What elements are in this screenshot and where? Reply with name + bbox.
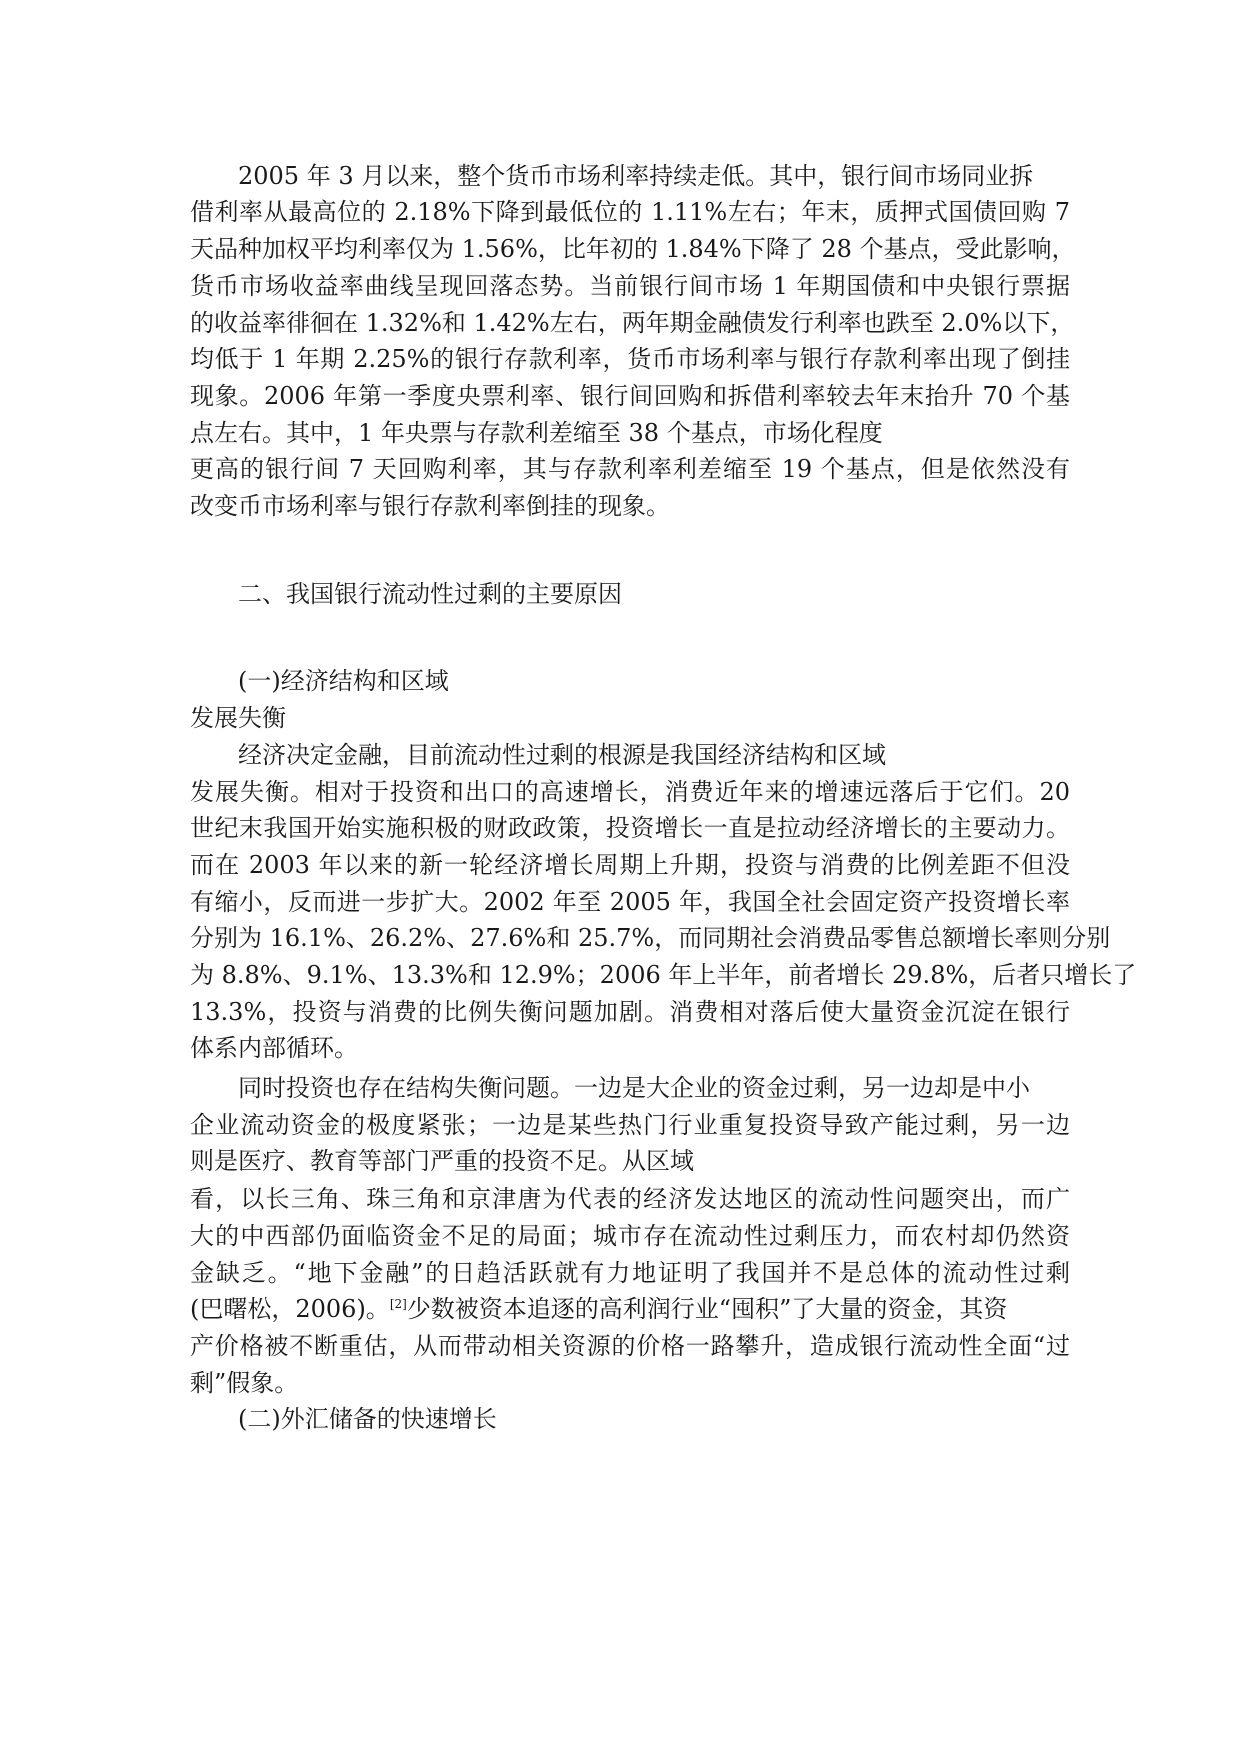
paragraph-3-line-8: 产价格被不断重估，从而带动相关资源的价格一路攀升，造成银行流动性全面“过 xyxy=(190,1332,1070,1360)
paragraph-3-line-4: 看，以长三角、珠三角和京津唐为代表的经济发达地区的流动性问题突出，而广 xyxy=(190,1185,1070,1213)
subheading-1-part-1: (一)经济结构和区域 xyxy=(238,667,449,695)
paragraph-2-line-8: 13.3%，投资与消费的比例失衡问题加剧。消费相对落后使大量资金沉淀在银行 xyxy=(190,998,1070,1026)
citation-reference: [2] xyxy=(389,1297,407,1311)
paragraph-2-line-7: 为 8.8%、9.1%、13.3%和 12.9%；2006 年上半年，前者增长 29.8%，后者只增长了 xyxy=(190,961,1137,989)
subheading-2: (二)外汇储备的快速增长 xyxy=(238,1405,497,1433)
paragraph-1-line-9: 更高的银行间 7 天回购利率，其与存款利率利差缩至 19 个基点，但是依然没有 xyxy=(190,455,1070,483)
paragraph-1-line-5: 的收益率徘徊在 1.32%和 1.42%左右，两年期金融债发行利率也跌至 2.0%以下， xyxy=(190,309,1075,337)
paragraph-3-line-5: 大的中西部仍面临资金不足的局面；城市存在流动性过剩压力，而农村却仍然资 xyxy=(190,1222,1070,1250)
paragraph-1-line-6: 均低于 1 年期 2.25%的银行存款利率，货币市场利率与银行存款利率出现了倒挂 xyxy=(190,345,1070,373)
paragraph-3-line-7-rest: 少数被资本追逐的高利润行业“囤积”了大量的资金，其资 xyxy=(406,1295,1008,1323)
paragraph-1-line-2: 借利率从最高位的 2.18%下降到最低位的 1.11%左右；年末，质押式国债回购 7 xyxy=(190,198,1070,226)
paragraph-1-line-3: 天品种加权平均利率仅为 1.56%，比年初的 1.84%下降了 28 个基点，受此影响， xyxy=(190,235,1076,263)
paragraph-2-line-3: 世纪末我国开始实施积极的财政政策，投资增长一直是拉动经济增长的主要动力。 xyxy=(190,814,1070,842)
paragraph-2-line-2: 发展失衡。相对于投资和出口的高速增长，消费近年来的增速远落后于它们。20 xyxy=(190,778,1070,806)
paragraph-2-line-6: 分别为 16.1%、26.2%、27.6%和 25.7%，而同期社会消费品零售总额增长率则分别 xyxy=(190,924,1111,952)
paragraph-1-line-10: 改变币市场利率与银行存款利率倒挂的现象。 xyxy=(190,492,670,520)
paragraph-1-line-1: 2005 年 3 月以来，整个货币市场利率持续走低。其中，银行间市场同业拆 xyxy=(238,162,1034,190)
paragraph-3-line-2: 企业流动资金的极度紧张；一边是某些热门行业重复投资导致产能过剩，另一边 xyxy=(190,1111,1070,1139)
paragraph-1-line-8: 点左右。其中，1 年央票与存款利差缩至 38 个基点，市场化程度 xyxy=(190,419,883,447)
paragraph-1-line-4: 货币市场收益率曲线呈现回落态势。当前银行间市场 1 年期国债和中央银行票据 xyxy=(190,272,1070,300)
section-heading: 二、我国银行流动性过剩的主要原因 xyxy=(238,580,622,608)
paragraph-2-line-5: 有缩小，反而进一步扩大。2002 年至 2005 年，我国全社会固定资产投资增长率 xyxy=(190,888,1070,916)
paragraph-1-line-7: 现象。2006 年第一季度央票利率、银行间回购和拆借利率较去年末抬升 70 个基 xyxy=(190,382,1070,410)
paragraph-3-line-6: 金缺乏。“地下金融”的日趋活跃就有力地证明了我国并不是总体的流动性过剩 xyxy=(190,1259,1070,1287)
paragraph-3-line-9: 剩”假象。 xyxy=(190,1369,299,1397)
paragraph-2-line-1: 经济决定金融，目前流动性过剩的根源是我国经济结构和区域 xyxy=(238,741,886,769)
paragraph-2-line-4: 而在 2003 年以来的新一轮经济增长周期上升期，投资与消费的比例差距不但没 xyxy=(190,851,1070,879)
subheading-1-part-2: 发展失衡 xyxy=(190,704,286,732)
paragraph-3-line-7 xyxy=(190,1293,1070,1326)
paragraph-3-line-1: 同时投资也存在结构失衡问题。一边是大企业的资金过剩，另一边却是中小 xyxy=(238,1074,1030,1102)
paragraph-3-line-3: 则是医疗、教育等部门严重的投资不足。从区域 xyxy=(190,1147,694,1175)
citation-author: (巴曙松，2006)。 xyxy=(190,1295,390,1323)
paragraph-2-line-9: 体系内部循环。 xyxy=(190,1034,358,1062)
